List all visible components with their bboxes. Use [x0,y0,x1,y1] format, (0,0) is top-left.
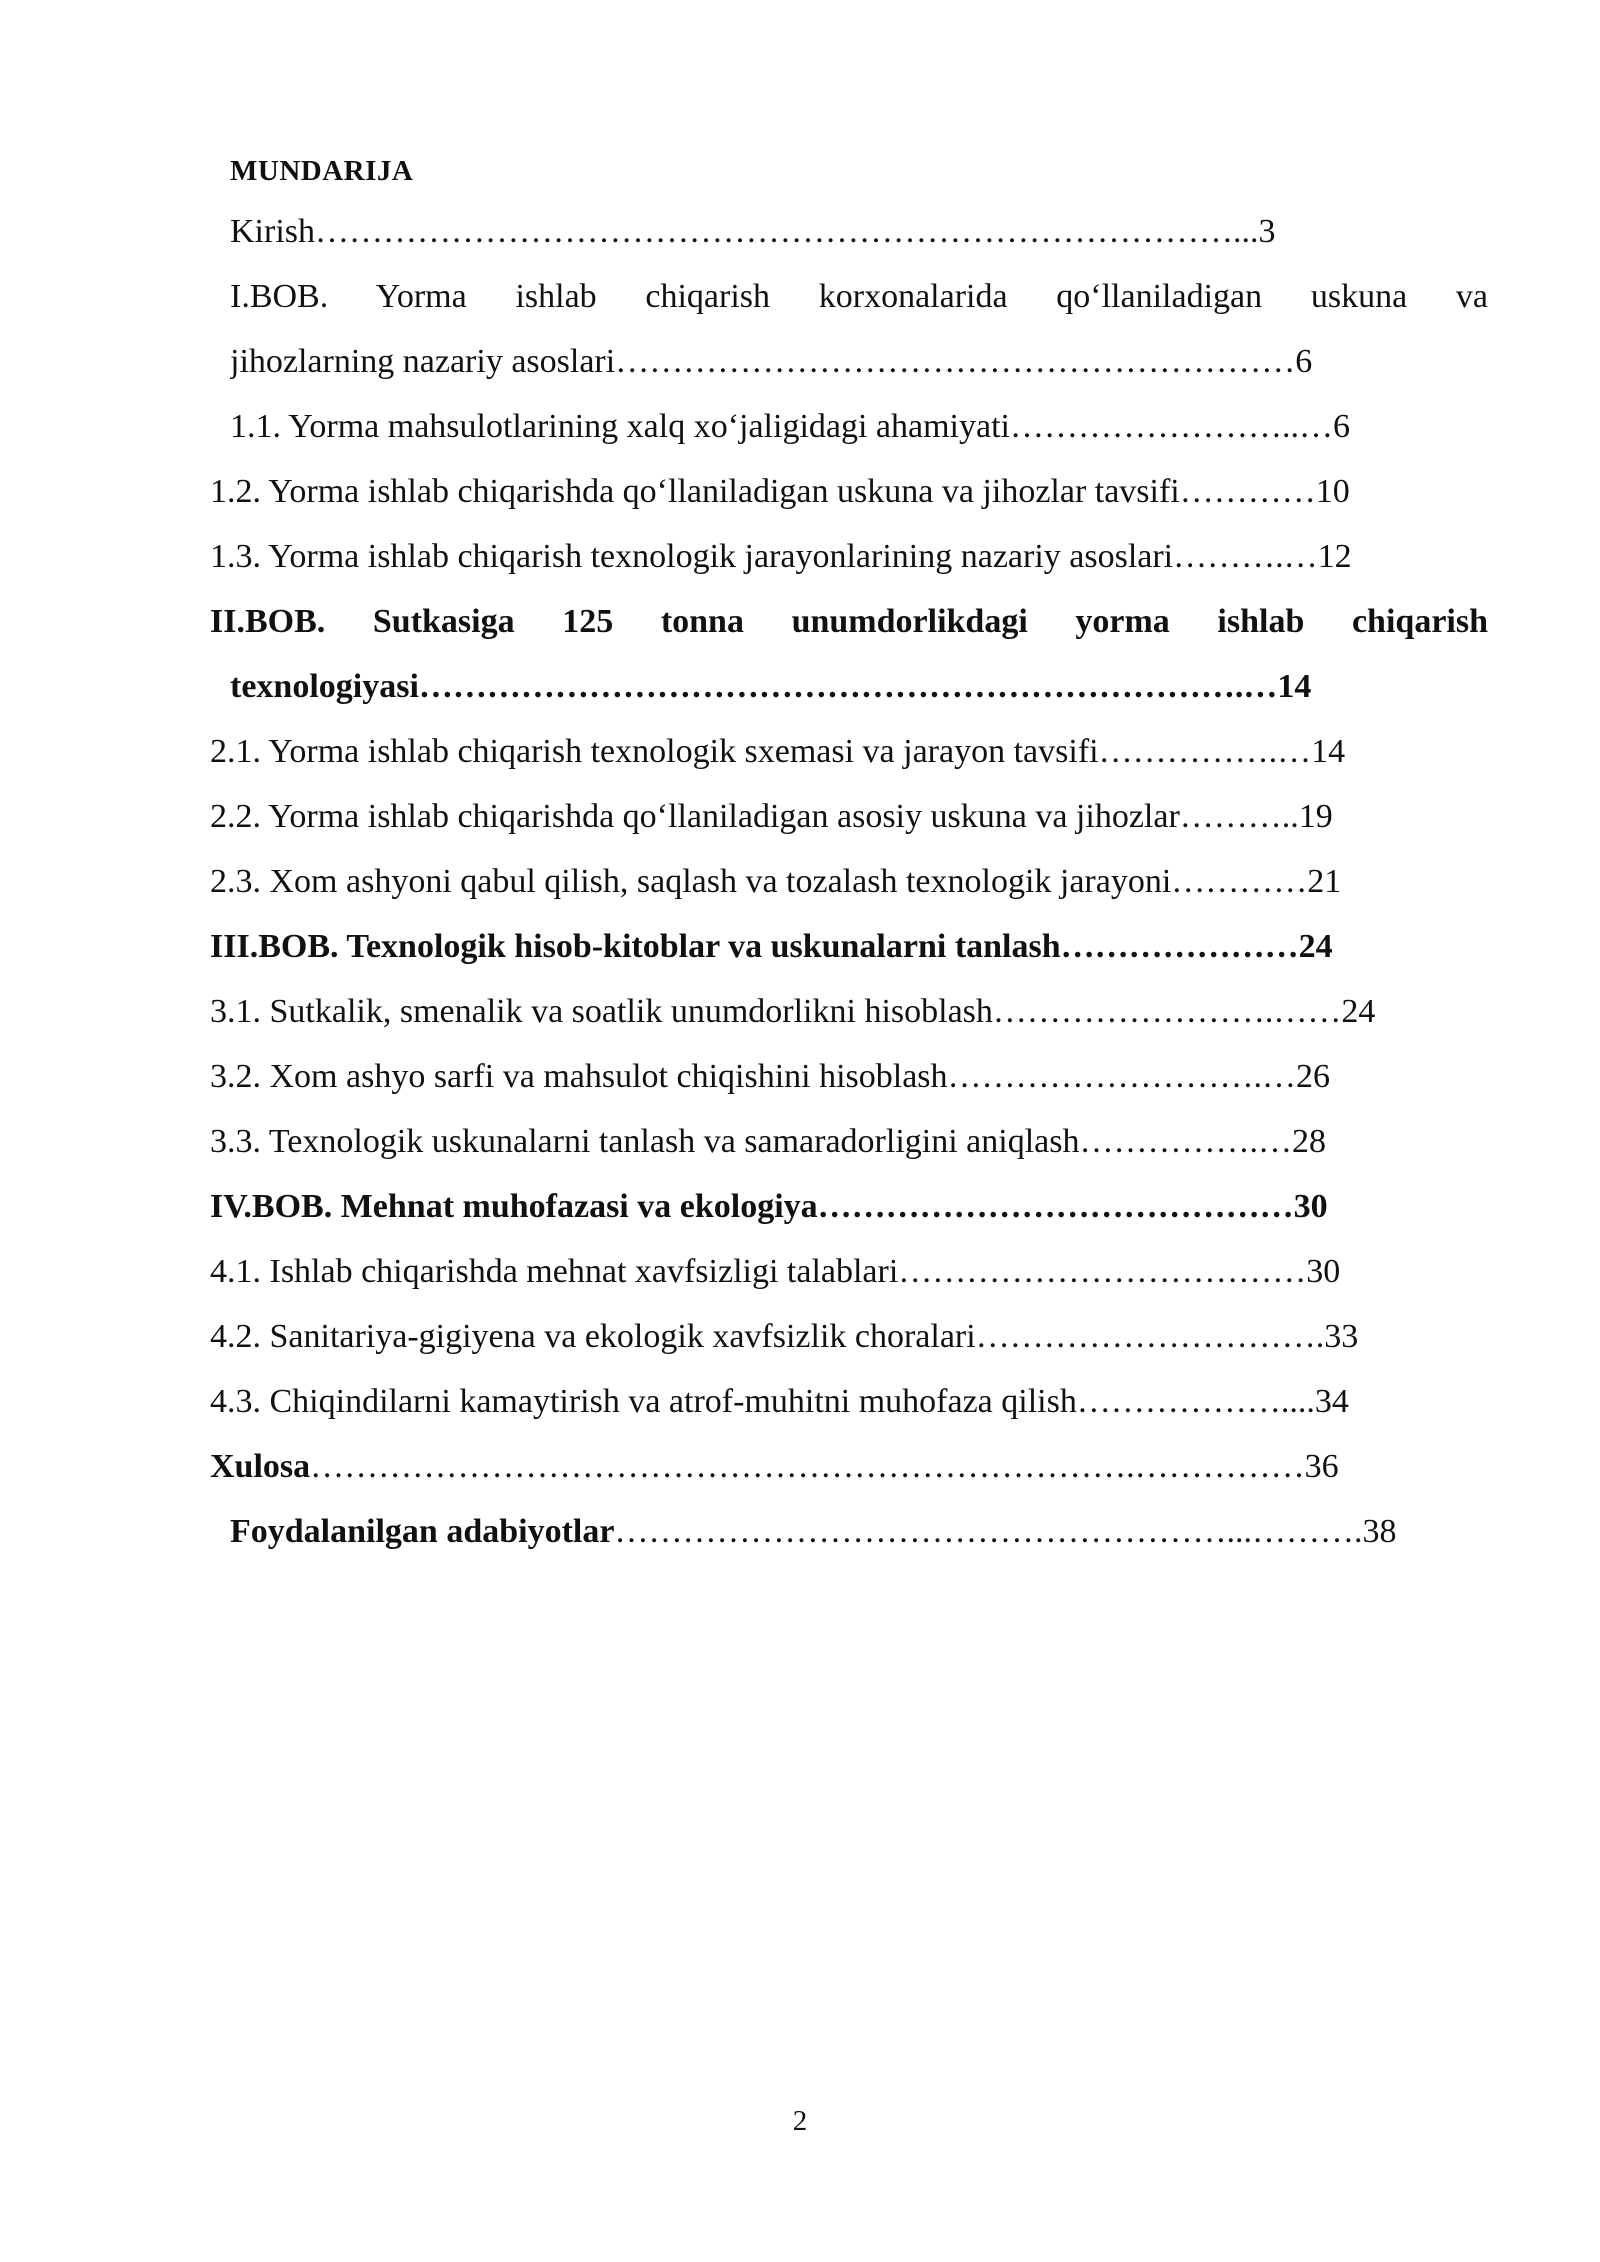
toc-entry-section-4-1: 4.1. Ishlab chiqarishda mehnat xavfsizligi talablari………………………………30 [210,1253,1341,1290]
references-label: Foydalanilgan adabiyotlar [230,1513,615,1550]
toc-heading: MUNDARIJA [230,155,414,187]
toc-entry-section-3-1: 3.1. Sutkalik, smenalik va soatlik unumdorlikni hisoblash…………………….……24 [210,993,1376,1030]
toc-entry-section-3-3: 3.3. Texnologik uskunalarni tanlash va samaradorligini aniqlash…………….…28 [210,1123,1326,1160]
conclusion-label: Xulosa [210,1448,311,1485]
toc-entry-chapter-1-line-2: jihozlarning nazariy asoslari……………………………………………………6 [230,343,1313,380]
toc-entry-chapter-1-line-1: I.BOB. Yorma ishlab chiqarish korxonalarida qo‘llaniladigan uskuna va [230,278,1488,315]
toc-entry-section-2-2: 2.2. Yorma ishlab chiqarishda qo‘llaniladigan asosiy uskuna va jihozlar………..19 [210,798,1333,835]
toc-entry-chapter-3: III.BOB. Texnologik hisob-kitoblar va uskunalarni tanlash…………………24 [210,928,1333,965]
toc-entry-section-4-3: 4.3. Chiqindilarni kamaytirish va atrof-muhitni muhofaza qilish………………....34 [210,1383,1349,1420]
toc-entry-introduction: Kirish………………………………………………………………………...3 [230,213,1276,250]
toc-entry-references [230,1512,1490,1552]
toc-entry-chapter-2-line-2: texnologiyasi……………………………………………………………….…14 [230,668,1312,705]
toc-entry-chapter-4: IV.BOB. Mehnat muhofazasi va ekologiya……………………………………30 [210,1188,1328,1225]
references-leader: ………………………………………………...……….38 [614,1513,1397,1550]
toc-entry-section-3-2: 3.2. Xom ashyo sarfi va mahsulot chiqishini hisoblash……………………….…26 [210,1058,1331,1095]
page-number: 2 [792,2105,808,2137]
toc-entry-conclusion [210,1447,1490,1487]
conclusion-leader: ……………………………………………………………….……………36 [310,1448,1339,1485]
toc-entry-section-1-1: 1.1. Yorma mahsulotlarining xalq xo‘jaligidagi ahamiyati……………………..…6 [230,408,1350,445]
toc-entry-section-1-2: 1.2. Yorma ishlab chiqarishda qo‘llaniladigan uskuna va jihozlar tavsifi…………10 [210,473,1350,510]
toc-entry-section-2-1: 2.1. Yorma ishlab chiqarish texnologik sxemasi va jarayon tavsifi…………….…14 [210,733,1346,770]
toc-entry-section-2-3: 2.3. Xom ashyoni qabul qilish, saqlash va tozalash texnologik jarayoni…………21 [210,863,1342,900]
toc-entry-chapter-2-line-1: II.BOB. Sutkasiga 125 tonna unumdorlikdagi yorma ishlab chiqarish [210,603,1488,640]
toc-entry-section-1-3: 1.3. Yorma ishlab chiqarish texnologik jarayonlarining nazariy asoslari……….…12 [210,538,1352,575]
toc-entry-section-4-2: 4.2. Sanitariya-gigiyena va ekologik xavfsizlik choralari………………………….33 [210,1318,1359,1355]
